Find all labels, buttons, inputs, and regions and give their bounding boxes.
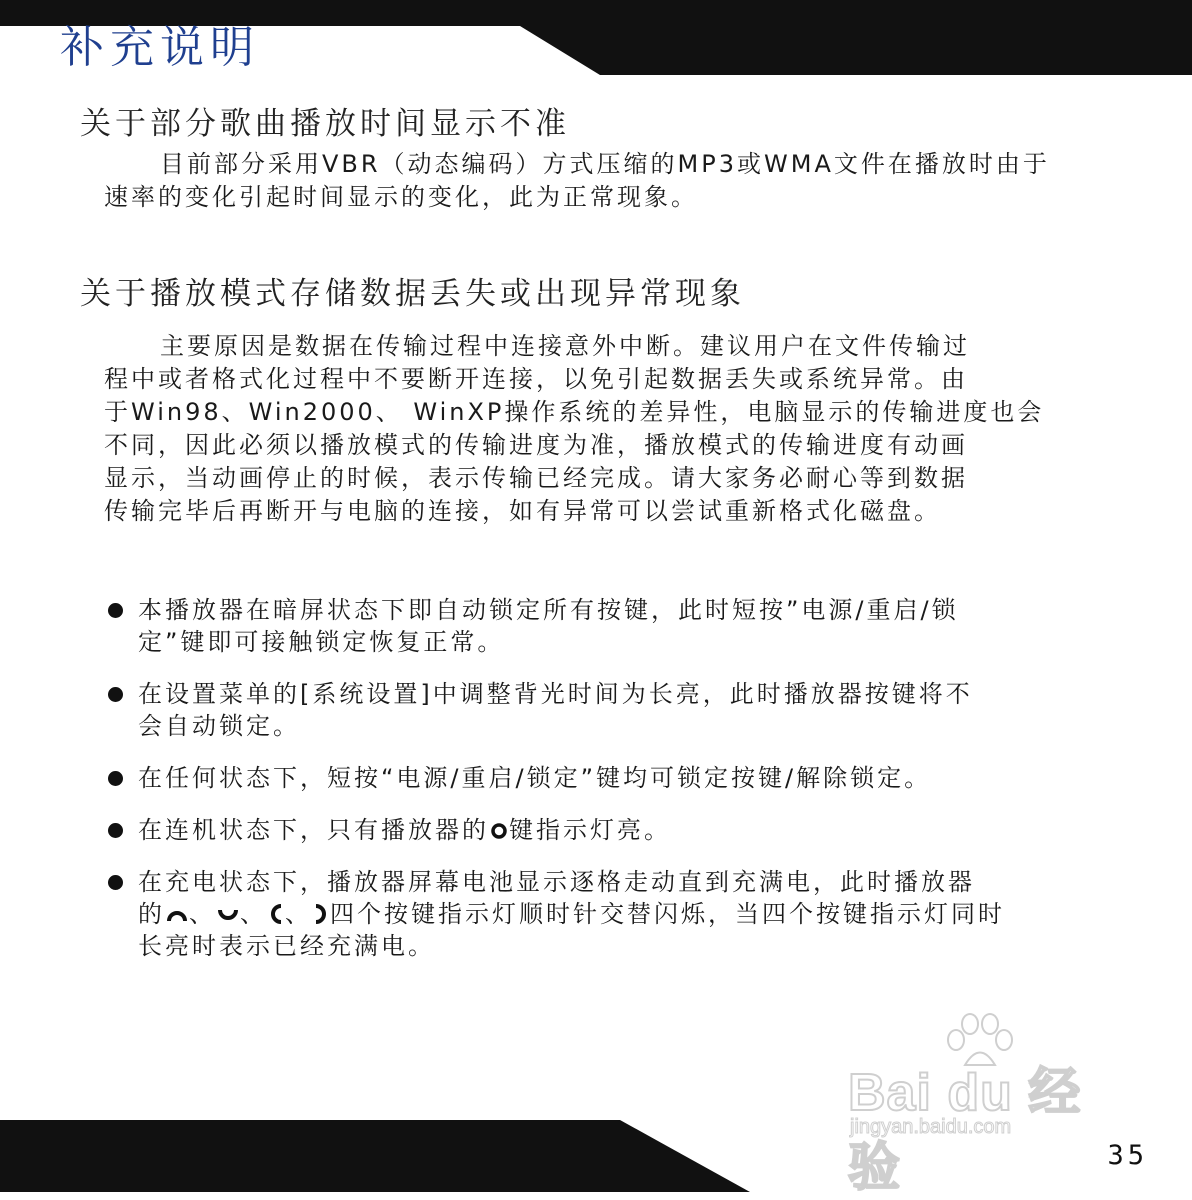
list-item-text: 键指示灯亮。 bbox=[509, 816, 671, 844]
separator: 、 bbox=[240, 900, 267, 928]
list-item bbox=[108, 866, 1098, 962]
notes-list bbox=[108, 594, 1098, 982]
paragraph-line: 于Win98、Win2000、 WinXP操作系统的差异性，电脑显示的传输进度也会 bbox=[104, 398, 1045, 426]
list-item-line: 会自动锁定。 bbox=[138, 712, 300, 740]
list-item bbox=[108, 762, 1098, 794]
ring-icon bbox=[490, 822, 508, 840]
paragraph-line: 显示，当动画停止的时候，表示传输已经完成。请大家务必耐心等到数据 bbox=[104, 464, 968, 492]
page-title: 补充说明 bbox=[60, 22, 260, 73]
bullet-icon bbox=[108, 687, 123, 702]
paragraph-line: 主要原因是数据在传输过程中连接意外中断。建议用户在文件传输过 bbox=[160, 332, 970, 360]
section-heading-data-loss: 关于播放模式存储数据丢失或出现异常现象 bbox=[80, 276, 745, 312]
paragraph-line: 程中或者格式化过程中不要断开连接，以免引起数据丢失或系统异常。由 bbox=[104, 365, 968, 393]
watermark-brand: Bai du 经验 bbox=[848, 1064, 1082, 1197]
watermark-url: jingyan.baidu.com bbox=[850, 1116, 1012, 1138]
list-item-text: 在连机状态下，只有播放器的 bbox=[138, 816, 489, 844]
list-item-text: 的 bbox=[138, 900, 165, 928]
list-item bbox=[108, 814, 1098, 846]
bullet-icon bbox=[108, 603, 123, 618]
separator: 、 bbox=[189, 900, 216, 928]
arc-down-icon bbox=[217, 906, 239, 924]
list-item-line: 在充电状态下，播放器屏幕电池显示逐格走动直到充满电，此时播放器 bbox=[138, 868, 975, 896]
list-item-line: 在设置菜单的[系统设置]中调整背光时间为长亮，此时播放器按键将不 bbox=[138, 680, 973, 708]
arc-up-icon bbox=[166, 906, 188, 924]
page-number: 35 bbox=[1107, 1140, 1148, 1171]
bullet-icon bbox=[108, 823, 123, 838]
list-item-text: 四个按键指示灯顺时针交替闪烁，当四个按键指示灯同时 bbox=[330, 900, 1005, 928]
separator: 、 bbox=[285, 900, 312, 928]
bullet-icon bbox=[108, 771, 123, 786]
arc-right-icon bbox=[313, 904, 329, 924]
bullet-icon bbox=[108, 875, 123, 890]
arc-left-icon bbox=[268, 904, 284, 924]
list-item-line bbox=[138, 898, 1098, 930]
footer-band bbox=[0, 1120, 1192, 1192]
list-item-line: 在任何状态下，短按“电源/重启/锁定”键均可锁定按键/解除锁定。 bbox=[138, 764, 932, 792]
paragraph-line: 目前部分采用VBR（动态编码）方式压缩的MP3或WMA文件在播放时由于 bbox=[160, 150, 1050, 178]
paragraph-line: 传输完毕后再断开与电脑的连接，如有异常可以尝试重新格式化磁盘。 bbox=[104, 497, 941, 525]
section-paragraph-data-loss bbox=[104, 330, 1094, 528]
list-item-line bbox=[138, 814, 1098, 846]
section-paragraph-song-time bbox=[104, 148, 1094, 214]
list-item-line: 长亮时表示已经充满电。 bbox=[138, 932, 435, 960]
section-heading-song-time: 关于部分歌曲播放时间显示不准 bbox=[80, 106, 570, 142]
list-item bbox=[108, 678, 1098, 742]
list-item-line: 本播放器在暗屏状态下即自动锁定所有按键，此时短按”电源/重启/锁 bbox=[138, 596, 959, 624]
paragraph-line: 速率的变化引起时间显示的变化，此为正常现象。 bbox=[104, 183, 698, 211]
list-item-line: 定”键即可接触锁定恢复正常。 bbox=[138, 628, 505, 656]
list-item bbox=[108, 594, 1098, 658]
paragraph-line: 不同，因此必须以播放模式的传输进度为准，播放模式的传输进度有动画 bbox=[104, 431, 968, 459]
